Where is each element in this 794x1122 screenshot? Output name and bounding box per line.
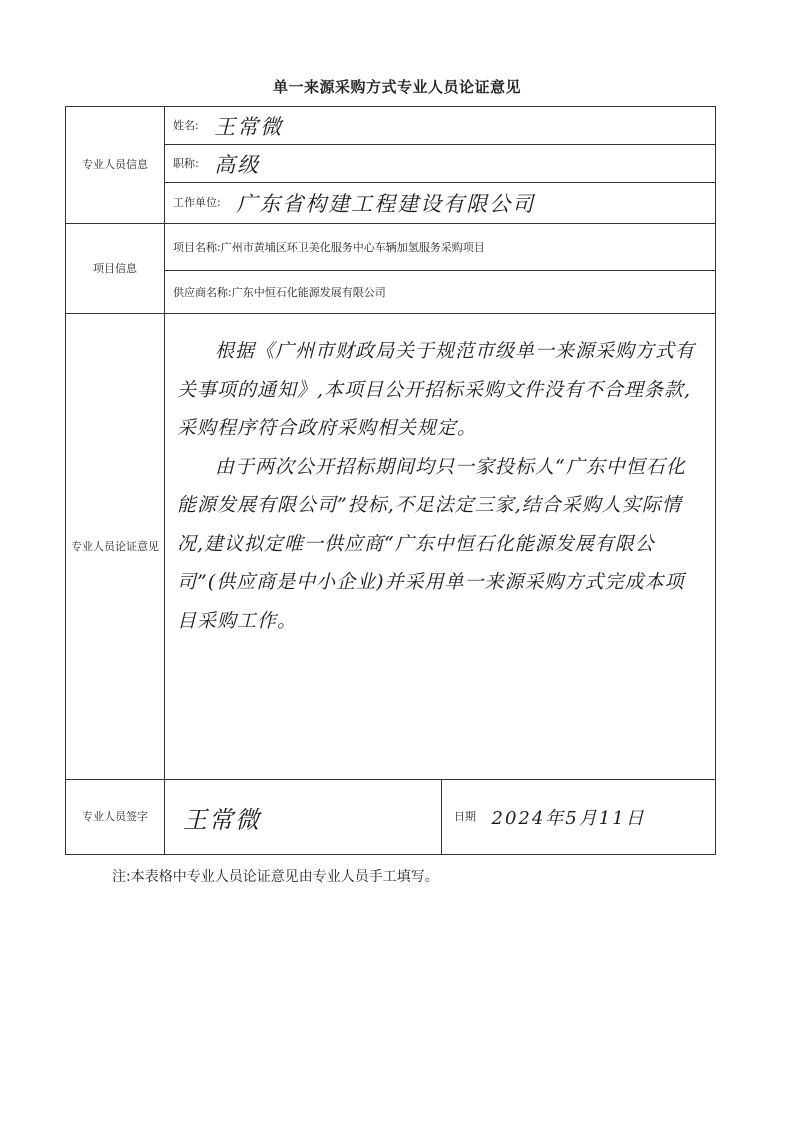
date-handwritten-value: 2024年5月11日 bbox=[491, 808, 646, 829]
employer-label: 工作单位: bbox=[173, 196, 221, 209]
footnote: 注:本表格中专业人员论证意见由专业人员手工填写。 bbox=[112, 869, 439, 885]
project-name-value: 广州市黄埔区环卫美化服务中心车辆加氢服务采购项目 bbox=[220, 241, 485, 254]
signature-cell bbox=[165, 780, 442, 855]
opinion-form-table bbox=[65, 106, 716, 855]
opinion-handwritten-area bbox=[165, 314, 716, 780]
opinion-section-label: 专业人员论证意见 bbox=[66, 314, 165, 780]
name-label: 姓名: bbox=[173, 118, 199, 132]
supplier-row bbox=[165, 271, 716, 314]
page-title: 单一来源采购方式专业人员论证意见 bbox=[272, 78, 521, 96]
employer-row bbox=[165, 183, 716, 224]
name-row bbox=[165, 107, 716, 145]
name-handwritten-value: 王常微 bbox=[214, 114, 284, 139]
opinion-paragraph: 根据《广州市财政局关于规范市级单一来源采购方式有关事项的通知》,本项目公开招标采购文件没有不合理条款,采购程序符合政府采购相关规定。 bbox=[177, 340, 696, 439]
rank-handwritten-value: 高级 bbox=[214, 152, 261, 177]
signature-label: 专业人员签字 bbox=[66, 780, 165, 855]
date-label: 日期 bbox=[454, 810, 476, 823]
project-name-row bbox=[165, 224, 716, 271]
rank-row bbox=[165, 145, 716, 183]
project-info-section-label: 项目信息 bbox=[66, 224, 165, 314]
project-name-label: 项目名称: bbox=[173, 241, 221, 254]
opinion-paragraph: 由于两次公开招标期间均只一家投标人“广东中恒石化能源发展有限公司”投标,不足法定三家,结合采购人实际情况,建议拟定唯一供应商“广东中恒石化能源发展有限公司”(供应商是中小企业)并采用单一来源采购方式完成本项目采购工作。 bbox=[177, 455, 686, 632]
supplier-label: 供应商名称: bbox=[173, 286, 232, 299]
supplier-value: 广东中恒石化能源发展有限公司 bbox=[231, 286, 386, 299]
expert-info-section-label: 专业人员信息 bbox=[66, 107, 165, 224]
rank-label: 职称: bbox=[173, 156, 199, 170]
handwritten-signature: 王常微 bbox=[183, 805, 261, 834]
employer-handwritten-value: 广东省构建工程建设有限公司 bbox=[236, 192, 536, 216]
date-cell bbox=[442, 780, 716, 855]
